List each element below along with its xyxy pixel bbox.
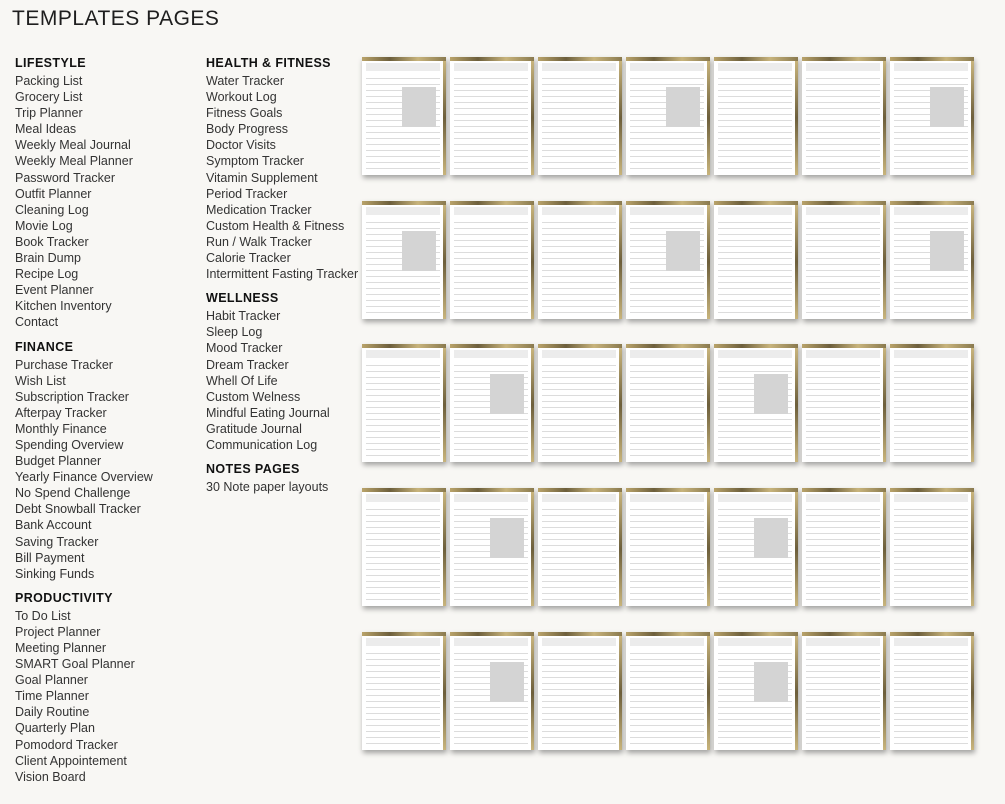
template-page-thumbnail — [714, 201, 798, 319]
lifestyle-heading: LIFESTYLE — [15, 56, 86, 70]
health-fitness-heading: HEALTH & FITNESS — [206, 56, 331, 70]
list-item: Outfit Planner — [15, 186, 92, 201]
list-item: Trip Planner — [15, 106, 83, 121]
list-item: Body Progress — [206, 122, 288, 137]
list-item: Meeting Planner — [15, 641, 107, 655]
page-title: TEMPLATES PAGES — [12, 7, 220, 30]
list-item: Calorie Tracker — [206, 251, 291, 266]
list-item: To Do List — [15, 608, 71, 623]
list-item: Custom Welness — [206, 389, 301, 404]
template-page-thumbnail — [450, 344, 534, 462]
list-item: Meal Ideas — [15, 122, 77, 137]
list-item: Habit Tracker — [206, 309, 281, 324]
list-item: Weekly Meal Journal — [15, 138, 131, 153]
list-item: Quarterly Plan — [15, 721, 95, 736]
list-item: 30 Note paper layouts — [206, 480, 329, 495]
template-page-thumbnail — [626, 344, 710, 462]
list-item: Water Tracker — [206, 74, 285, 88]
list-item: Yearly Finance Overview — [15, 470, 153, 485]
list-item: Contact — [15, 315, 59, 330]
template-page-thumbnail — [890, 57, 974, 175]
template-page-thumbnail — [538, 57, 622, 175]
lifestyle-list — [15, 73, 153, 331]
template-page-thumbnail — [362, 201, 446, 319]
list-item: Goal Planner — [15, 673, 88, 688]
list-item: Intermittent Fasting Tracker — [206, 267, 359, 282]
preview-row — [362, 201, 1005, 321]
template-page-thumbnail — [714, 488, 798, 606]
preview-row — [362, 344, 1005, 464]
template-page-thumbnail — [802, 488, 886, 606]
list-item: Wish List — [15, 373, 66, 388]
list-item: Whell Of Life — [206, 373, 278, 388]
template-page-thumbnail — [714, 57, 798, 175]
wellness-list — [206, 308, 358, 453]
template-page-thumbnail — [714, 632, 798, 750]
list-item: Run / Walk Tracker — [206, 234, 312, 249]
list-item: Weekly Meal Planner — [15, 154, 133, 169]
list-item: Debt Snowball Tracker — [15, 502, 141, 517]
list-item: Movie Log — [15, 218, 73, 233]
list-item: Workout Log — [206, 90, 277, 105]
list-item: Gratitude Journal — [206, 421, 302, 436]
template-page-thumbnail — [626, 488, 710, 606]
list-item: Medication Tracker — [206, 202, 312, 217]
finance-list — [15, 357, 153, 582]
template-page-thumbnail — [450, 632, 534, 750]
health-fitness-list — [206, 73, 358, 282]
list-item: Project Planner — [15, 624, 101, 639]
list-item: Fitness Goals — [206, 106, 283, 121]
list-item: Sleep Log — [206, 325, 263, 340]
template-page-thumbnail — [626, 201, 710, 319]
template-page-thumbnail — [802, 344, 886, 462]
finance-heading: FINANCE — [15, 339, 74, 354]
template-page-thumbnail — [362, 488, 446, 606]
template-page-thumbnail — [890, 201, 974, 319]
list-item: Client Appointement — [15, 753, 127, 768]
notes-list — [206, 479, 358, 495]
template-page-thumbnail — [538, 344, 622, 462]
notes-heading: NOTES PAGES — [206, 462, 300, 477]
template-page-thumbnail — [450, 201, 534, 319]
template-page-thumbnail — [890, 488, 974, 606]
list-item: Packing List — [15, 74, 83, 88]
template-page-thumbnail — [802, 201, 886, 319]
list-item: Vision Board — [15, 769, 86, 784]
template-page-thumbnail — [890, 632, 974, 750]
list-item: Pomodord Tracker — [15, 737, 118, 752]
list-item: Dream Tracker — [206, 357, 289, 372]
list-item: Purchase Tracker — [15, 357, 113, 372]
list-item: Symptom Tracker — [206, 154, 304, 169]
template-page-thumbnail — [538, 488, 622, 606]
productivity-heading: PRODUCTIVITY — [15, 590, 113, 605]
list-item: Custom Health & Fitness — [206, 218, 345, 233]
list-item: Budget Planner — [15, 454, 102, 469]
list-item: No Spend Challenge — [15, 486, 131, 501]
list-item: Brain Dump — [15, 251, 81, 266]
list-item: Sinking Funds — [15, 566, 95, 581]
list-item: Mindful Eating Journal — [206, 405, 330, 420]
template-page-thumbnail — [450, 488, 534, 606]
column-left — [15, 56, 153, 785]
list-item: Afterpay Tracker — [15, 405, 107, 420]
list-item: Period Tracker — [206, 186, 288, 201]
list-item: Grocery List — [15, 90, 83, 105]
template-page-thumbnail — [626, 57, 710, 175]
list-item: Daily Routine — [15, 705, 90, 720]
list-item: Event Planner — [15, 283, 94, 298]
list-item: Vitamin Supplement — [206, 170, 318, 185]
list-item: Recipe Log — [15, 267, 79, 282]
preview-row — [362, 57, 1005, 177]
productivity-list — [15, 608, 153, 785]
preview-row — [362, 632, 1005, 752]
list-item: Password Tracker — [15, 170, 116, 185]
list-item: Saving Tracker — [15, 534, 99, 549]
list-item: Book Tracker — [15, 234, 89, 249]
list-item: SMART Goal Planner — [15, 657, 135, 672]
template-page-thumbnail — [538, 201, 622, 319]
list-item: Spending Overview — [15, 437, 124, 452]
template-page-thumbnail — [714, 344, 798, 462]
template-page-thumbnail — [450, 57, 534, 175]
template-page-thumbnail — [538, 632, 622, 750]
list-item: Bank Account — [15, 518, 92, 533]
list-item: Doctor Visits — [206, 138, 276, 153]
list-item: Mood Tracker — [206, 341, 283, 356]
list-item: Kitchen Inventory — [15, 299, 112, 314]
list-item: Cleaning Log — [15, 202, 89, 217]
preview-row — [362, 488, 1005, 608]
list-item: Subscription Tracker — [15, 389, 129, 404]
template-page-thumbnail — [362, 57, 446, 175]
list-item: Monthly Finance — [15, 421, 107, 436]
template-page-thumbnail — [362, 344, 446, 462]
list-item: Bill Payment — [15, 550, 85, 565]
wellness-heading: WELLNESS — [206, 291, 279, 306]
template-page-thumbnail — [362, 632, 446, 750]
column-middle — [206, 56, 358, 495]
template-page-thumbnail — [626, 632, 710, 750]
list-item: Communication Log — [206, 437, 318, 452]
template-page-thumbnail — [890, 344, 974, 462]
template-page-thumbnail — [802, 632, 886, 750]
list-item: Time Planner — [15, 689, 89, 704]
template-page-thumbnail — [802, 57, 886, 175]
